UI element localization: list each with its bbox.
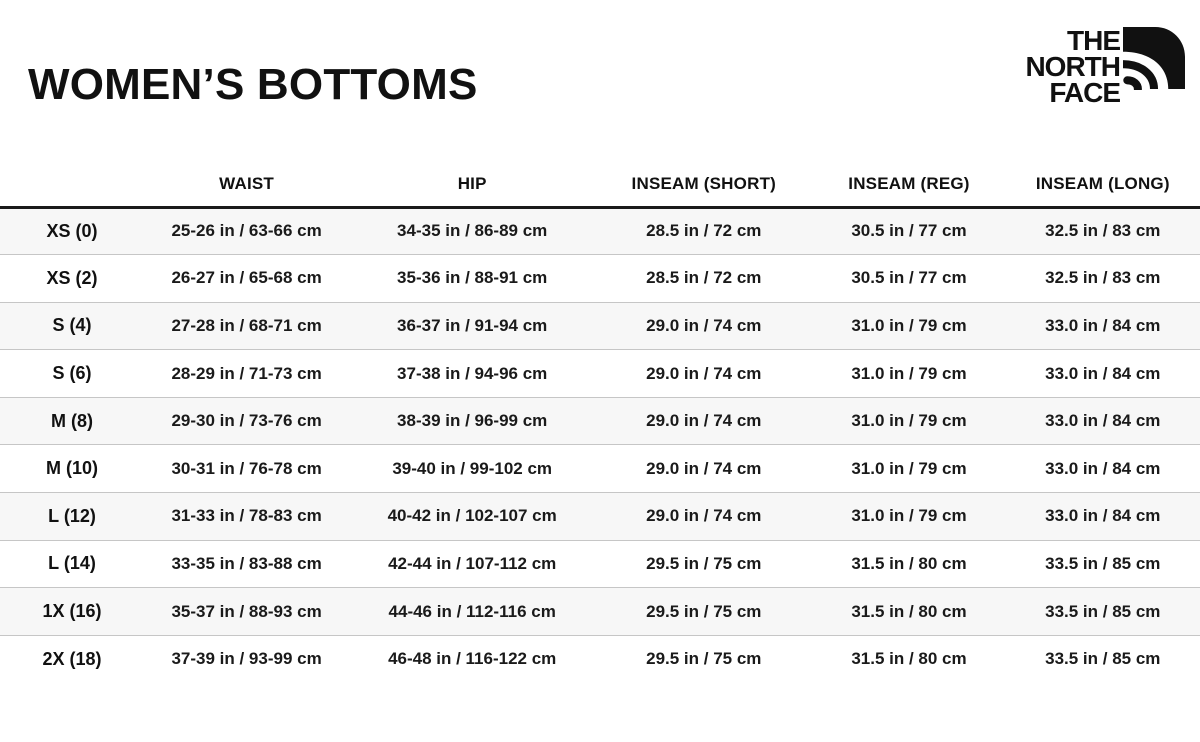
- table-row: [0, 635, 1200, 683]
- size-cell: M (10): [0, 445, 144, 493]
- inseam-short-cell: 29.5 in / 75 cm: [595, 540, 812, 588]
- half-dome-icon: [1123, 26, 1185, 90]
- table-row: [0, 302, 1200, 350]
- column-header-inseam-long: INSEAM (LONG): [1006, 162, 1200, 207]
- waist-cell: 29-30 in / 73-76 cm: [144, 397, 349, 445]
- table-row: [0, 255, 1200, 303]
- brand-word-north: NORTH: [1025, 51, 1120, 82]
- waist-cell: 31-33 in / 78-83 cm: [144, 493, 349, 541]
- hip-cell: 38-39 in / 96-99 cm: [349, 397, 595, 445]
- table-header: [0, 162, 1200, 207]
- hip-cell: 40-42 in / 102-107 cm: [349, 493, 595, 541]
- size-cell: XS (0): [46, 220, 98, 241]
- inseam-short-cell: 29.5 in / 75 cm: [595, 588, 812, 636]
- column-header-waist: WAIST: [144, 162, 349, 207]
- table-row: [0, 588, 1200, 636]
- hip-cell: 35-36 in / 88-91 cm: [349, 255, 595, 303]
- inseam-long-cell: 33.0 in / 84 cm: [1006, 493, 1200, 541]
- table-row: [0, 445, 1200, 493]
- north-face-logo: [1025, 26, 1185, 106]
- hip-cell: 39-40 in / 99-102 cm: [349, 445, 595, 493]
- size-cell: S (4): [0, 302, 144, 350]
- size-cell: L (14): [0, 540, 144, 588]
- hip-cell: 42-44 in / 107-112 cm: [349, 540, 595, 588]
- waist-cell: 25-26 in / 63-66 cm: [171, 221, 322, 241]
- inseam-reg-cell: 31.0 in / 79 cm: [812, 350, 1005, 398]
- size-chart-table: [0, 162, 1200, 683]
- column-header-size: [0, 162, 144, 207]
- column-header-hip: HIP: [349, 162, 595, 207]
- inseam-short-cell: 29.0 in / 74 cm: [595, 302, 812, 350]
- inseam-long-cell: 32.5 in / 83 cm: [1045, 221, 1161, 241]
- waist-cell: 28-29 in / 71-73 cm: [144, 350, 349, 398]
- inseam-reg-cell: 31.5 in / 80 cm: [812, 635, 1005, 683]
- brand-wordmark: [1025, 26, 1120, 106]
- waist-cell: 37-39 in / 93-99 cm: [144, 635, 349, 683]
- hip-cell: 36-37 in / 91-94 cm: [349, 302, 595, 350]
- table-row: [0, 540, 1200, 588]
- inseam-long-cell: 33.5 in / 85 cm: [1006, 588, 1200, 636]
- size-cell: XS (2): [0, 255, 144, 303]
- table-row: [0, 397, 1200, 445]
- hip-cell: 34-35 in / 86-89 cm: [397, 221, 548, 241]
- size-cell: L (12): [0, 493, 144, 541]
- inseam-long-cell: 33.0 in / 84 cm: [1006, 302, 1200, 350]
- waist-cell: 27-28 in / 68-71 cm: [144, 302, 349, 350]
- inseam-reg-cell: 30.5 in / 77 cm: [851, 221, 967, 241]
- inseam-reg-cell: 31.0 in / 79 cm: [812, 493, 1005, 541]
- waist-cell: 35-37 in / 88-93 cm: [144, 588, 349, 636]
- column-header-inseam-short: INSEAM (SHORT): [595, 162, 812, 207]
- inseam-short-cell: 29.0 in / 74 cm: [595, 350, 812, 398]
- inseam-short-cell: 29.0 in / 74 cm: [595, 493, 812, 541]
- column-header-inseam-reg: INSEAM (REG): [812, 162, 1005, 207]
- table-row: [0, 493, 1200, 541]
- inseam-reg-cell: 31.0 in / 79 cm: [812, 302, 1005, 350]
- brand-word-face: FACE: [1049, 77, 1120, 108]
- inseam-long-cell: 33.0 in / 84 cm: [1006, 445, 1200, 493]
- size-cell: S (6): [0, 350, 144, 398]
- page-title: WOMEN’S BOTTOMS: [28, 60, 478, 109]
- inseam-short-cell: 29.0 in / 74 cm: [595, 397, 812, 445]
- size-cell: M (8): [0, 397, 144, 445]
- inseam-long-cell: 33.5 in / 85 cm: [1006, 540, 1200, 588]
- inseam-reg-cell: 31.0 in / 79 cm: [812, 445, 1005, 493]
- inseam-long-cell: 33.0 in / 84 cm: [1006, 350, 1200, 398]
- hip-cell: 44-46 in / 112-116 cm: [349, 588, 595, 636]
- inseam-short-cell: 29.0 in / 74 cm: [595, 445, 812, 493]
- table-row: [0, 207, 1200, 255]
- brand-word-the: THE: [1067, 25, 1120, 56]
- size-cell: 2X (18): [0, 635, 144, 683]
- waist-cell: 30-31 in / 76-78 cm: [144, 445, 349, 493]
- inseam-short-cell: 28.5 in / 72 cm: [646, 221, 762, 241]
- waist-cell: 33-35 in / 83-88 cm: [144, 540, 349, 588]
- table-row: [0, 350, 1200, 398]
- inseam-long-cell: 33.5 in / 85 cm: [1006, 635, 1200, 683]
- hip-cell: 37-38 in / 94-96 cm: [349, 350, 595, 398]
- inseam-reg-cell: 31.0 in / 79 cm: [812, 397, 1005, 445]
- inseam-long-cell: 32.5 in / 83 cm: [1006, 255, 1200, 303]
- size-chart-container: [0, 162, 1200, 683]
- inseam-reg-cell: 31.5 in / 80 cm: [812, 588, 1005, 636]
- waist-cell: 26-27 in / 65-68 cm: [144, 255, 349, 303]
- inseam-short-cell: 28.5 in / 72 cm: [595, 255, 812, 303]
- inseam-reg-cell: 31.5 in / 80 cm: [812, 540, 1005, 588]
- inseam-long-cell: 33.0 in / 84 cm: [1006, 397, 1200, 445]
- table-body: [0, 207, 1200, 683]
- size-cell: 1X (16): [0, 588, 144, 636]
- inseam-reg-cell: 30.5 in / 77 cm: [812, 255, 1005, 303]
- hip-cell: 46-48 in / 116-122 cm: [349, 635, 595, 683]
- inseam-short-cell: 29.5 in / 75 cm: [595, 635, 812, 683]
